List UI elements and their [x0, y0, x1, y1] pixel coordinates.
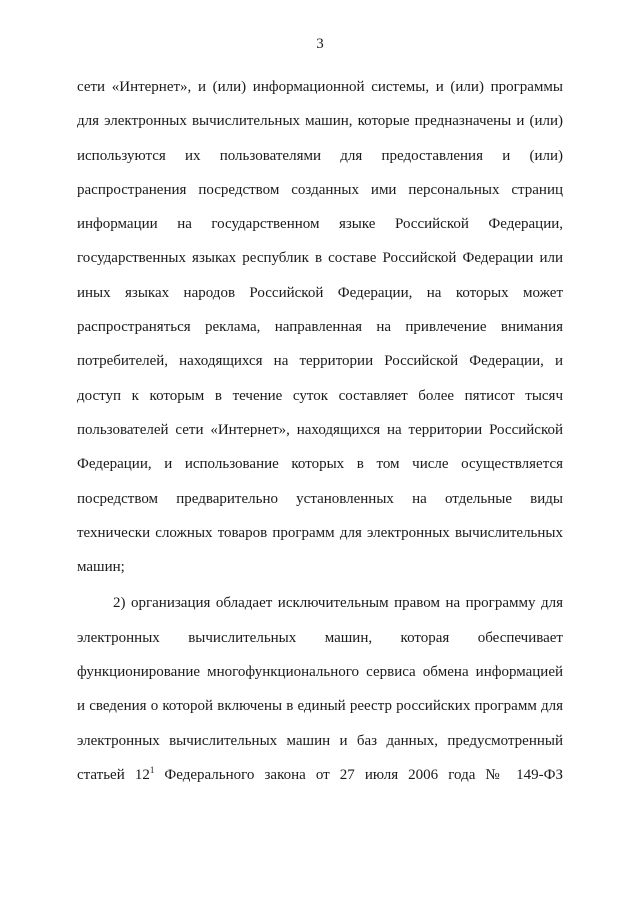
last-line-after: Федерального закона от 27 июля 2006 года № 149-ФЗ [154, 766, 563, 783]
text-line: технически сложных товаров программ для электронных вычислительных [77, 524, 563, 541]
text-line: пользователей сети «Интернет», находящихся на территории Российской [77, 421, 563, 438]
text-line: машин; [77, 559, 125, 576]
text-line: 2) организация обладает исключительным правом на программу для [113, 595, 563, 612]
body-text [77, 70, 563, 792]
last-line-before: статьей 12 [77, 766, 150, 783]
text-line: сети «Интернет», и (или) информационной системы, и (или) программы [77, 79, 563, 95]
text-line: Федерации, и использование которых в том числе осуществляется [77, 456, 563, 473]
text-line: потребителей, находящихся на территории Российской Федерации, и [77, 353, 563, 370]
text-line: распространения посредством созданных ими персональных страниц [77, 181, 563, 198]
text-line: информации на государственном языке Российской Федерации, [77, 216, 563, 233]
page-number: 3 [316, 36, 324, 52]
text-line-last [77, 758, 563, 792]
text-line: государственных языках республик в составе Российской Федерации или [77, 250, 563, 267]
text-line: электронных вычислительных машин, которая обеспечивает [77, 629, 563, 646]
text-line: иных языках народов Российской Федерации, на которых может [77, 284, 563, 301]
article-superscript: 1 [149, 764, 155, 775]
text-line: электронных вычислительных машин и баз данных, предусмотренный [77, 732, 563, 749]
text-line: посредством предварительно установленных на отдельные виды [77, 490, 563, 507]
text-line: распространяться реклама, направленная на привлечение внимания [77, 319, 563, 336]
text-line: для электронных вычислительных машин, которые предназначены и (или) [77, 113, 563, 130]
text-line: доступ к которым в течение суток составляет более пятисот тысяч [77, 387, 563, 404]
text-line: функционирование многофункционального сервиса обмена информацией [77, 664, 563, 681]
text-line: и сведения о которой включены в единый реестр российских программ для [77, 698, 563, 715]
text-line: используются их пользователями для предоставления и (или) [77, 147, 563, 164]
